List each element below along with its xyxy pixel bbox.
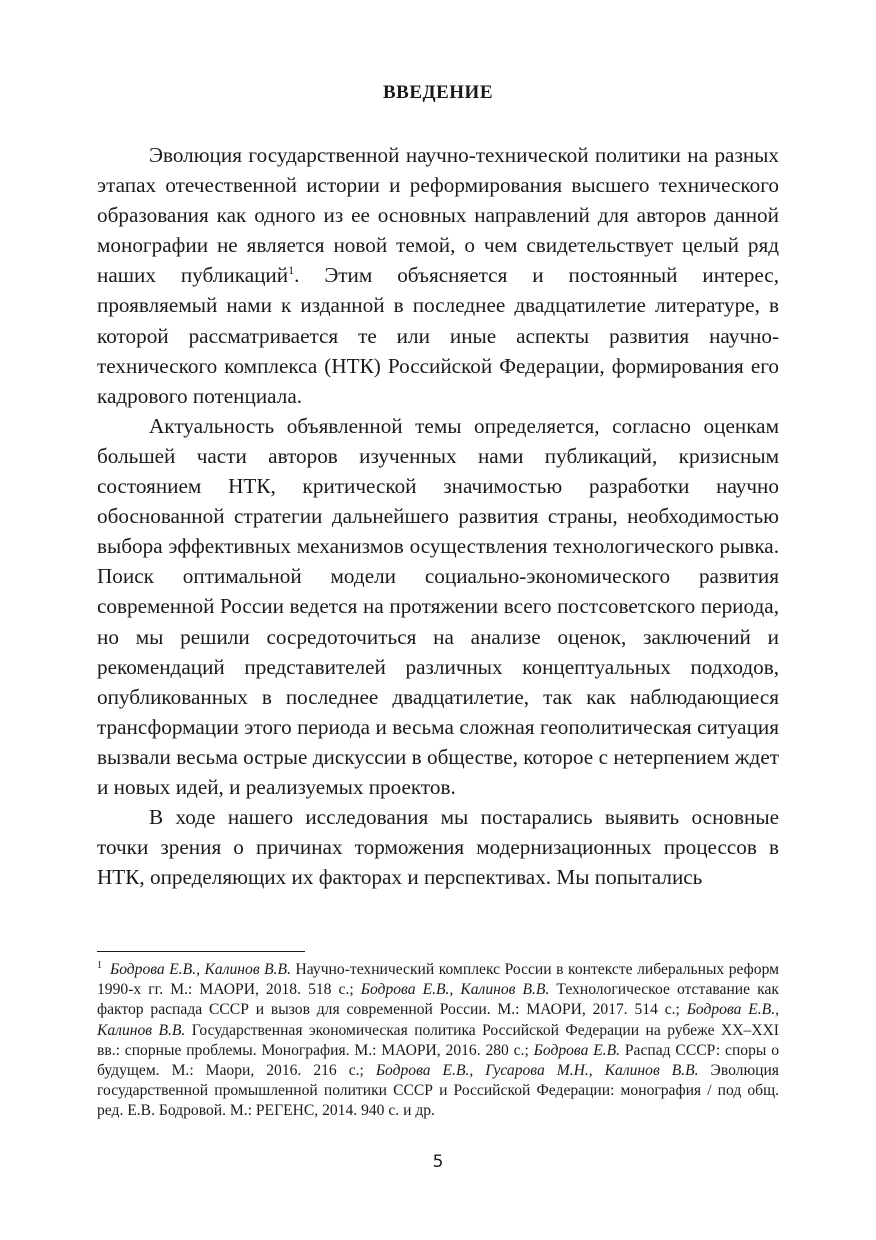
footnote-citation: Научно-технический комплекс России в контексте либеральных реформ 1990-х гг. М.: МАОРИ, 2018. 518 с.; bbox=[97, 961, 779, 999]
page-number: 5 bbox=[432, 1152, 444, 1172]
footnote-divider bbox=[97, 951, 305, 952]
footnote-citation: Эволюция государственной промышленной политики СССР и Российской Федерации: монография / под общ. ред. Е.В. Бодровой. М.: РЕГЕНС, 2014. 940 с. и др. bbox=[97, 1062, 779, 1120]
paragraph-2: Актуальность объявленной темы определяется, согласно оценкам большей части авторов изученных нами публикаций, кризисным состоянием НТК, критической значимостью разработки научно обоснованной стратегии дальнейшего развития страны, необходимостью выбора эффективных механизмов осуществления технологического рывка. Поиск оптимальной модели социально-экономического развития современной России ведется на протяжении всего постсоветского периода, но мы решили сосредоточиться на анализе оценок, заключений и рекомендаций представителей различных концептуальных подходов, опубликованных в последнее двадцатилетие, так как наблюдающиеся трансформации этого периода и весьма сложная геополитическая ситуация вызвали весьма острые дискуссии в обществе, которое с нетерпением ждет и новых идей, и реализуемых проектов. bbox=[97, 413, 779, 799]
footnote-marker: 1 bbox=[97, 959, 102, 971]
footnote-parts bbox=[97, 961, 779, 1119]
footnote-citation: Технологическое отставание как фактор распада СССР и вызов для современной России. М.: МАОРИ, 2017. 514 с.; bbox=[97, 981, 779, 1019]
main-text bbox=[97, 140, 779, 892]
footnote bbox=[97, 960, 779, 1122]
footnote-author: Бодрова Е.В., Калинов В.В. bbox=[97, 1001, 779, 1039]
paragraph-3: В ходе нашего исследования мы постарались выявить основные точки зрения о причинах торможения модернизационных процессов в НТК, определяющих их факторах и перспективах. Мы попытались bbox=[97, 805, 779, 890]
footnote-author: Бодрова Е.В., Калинов В.В. bbox=[360, 981, 550, 999]
footnote-author: Бодрова Е.В., Гусарова М.Н., Калинов В.В. bbox=[375, 1062, 699, 1080]
paragraph-1-text: Эволюция государственной научно-технической политики на разных этапах отечественной истории и реформирования высшего технического образования как одного из ее основных направлений для авторов данной монографии не является новой темой, о чем свидетельствует целый ряд наших публикаций bbox=[97, 143, 779, 288]
footnote-citation: Распад СССР: споры о будущем. М.: Маори, 2016. 216 с.; bbox=[97, 1041, 780, 1080]
footnote-author: Бодрова Е.В. bbox=[533, 1041, 621, 1059]
paragraph-1 bbox=[97, 140, 779, 411]
paragraph-1-continuation: . Этим объясняется и постоянный интерес, проявляемый нами к изданной в последнее двадцатилетие литературе, в которой рассматривается те или иные аспекты развития научно-технического комплекса (НТК) Российской Федерации, формирования его кадрового потенциала. bbox=[97, 263, 779, 408]
footnote-citation: Государственная экономическая политика Российской Федерации на рубеже XX–XXI вв.: спорные проблемы. Монография. М.: МАОРИ, 2016. 280 с.; bbox=[97, 1021, 779, 1059]
page-title: ВВЕДЕНИЕ bbox=[383, 82, 493, 103]
footnote-author: Бодрова Е.В., Калинов В.В. bbox=[110, 961, 291, 978]
footnote-reference[interactable]: 1 bbox=[288, 263, 295, 278]
